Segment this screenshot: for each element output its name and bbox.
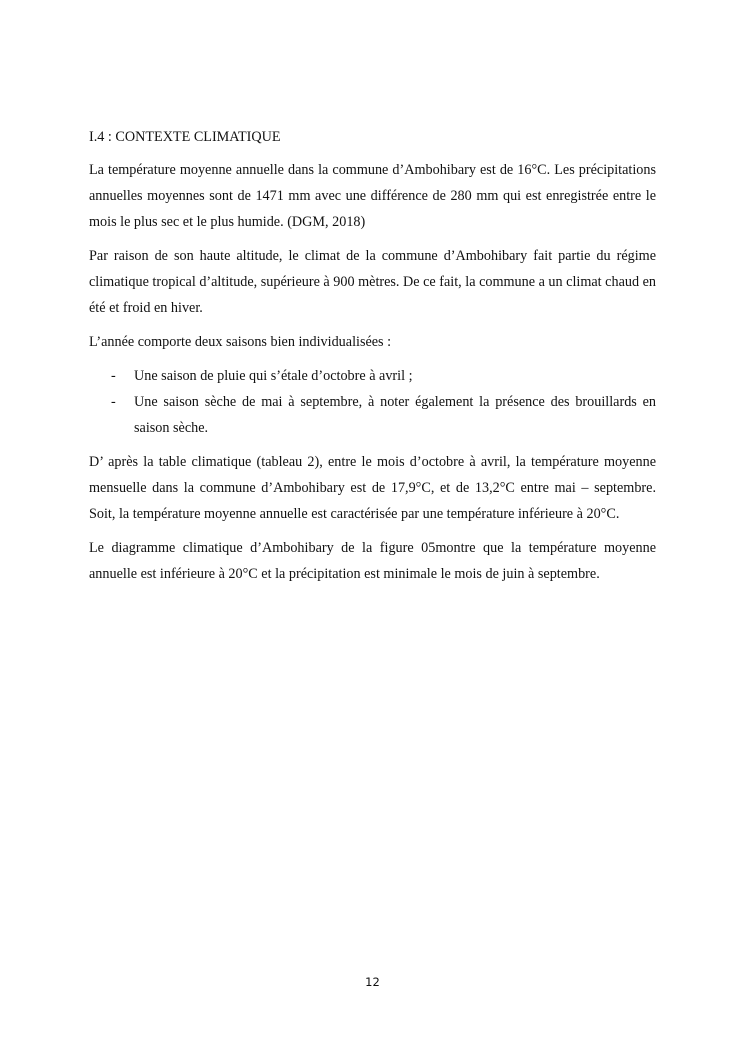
bullet-dash: - [111, 394, 116, 410]
list-item [89, 363, 656, 389]
list-item [89, 389, 656, 441]
list-item-text: Une saison sèche de mai à septembre, à noter également la présence des brouillards en saison sèche. [134, 394, 656, 436]
paragraph-climate-table: D’ après la table climatique (tableau 2), entre le mois d’octobre à avril, la température moyenne mensuelle dans la commune d’Ambohibary est de 17,9°C, et de 13,2°C entre mai – septembre. Soit, la température moyenne annuelle est caractérisée par une température inférieure à 20°C. [89, 454, 656, 522]
paragraph-seasons-intro: L’année comporte deux saisons bien individualisées : [89, 334, 392, 350]
page-number: 12 [365, 975, 380, 989]
page-content [89, 124, 656, 595]
paragraph-climate-diagram: Le diagramme climatique d’Ambohibary de la figure 05montre que la température moyenne annuelle est inférieure à 20°C et la précipitation est minimale le mois de juin à septembre. [89, 540, 656, 582]
bullet-dash: - [111, 368, 116, 384]
list-item-text: Une saison de pluie qui s’étale d’octobre à avril ; [134, 368, 413, 384]
paragraph-altitude: Par raison de son haute altitude, le climat de la commune d’Ambohibary fait partie du régime climatique tropical d’altitude, supérieure à 900 mètres. De ce fait, la commune a un climat chaud en été et froid en hiver. [89, 248, 656, 316]
seasons-list [89, 363, 656, 441]
paragraph-temperature: La température moyenne annuelle dans la commune d’Ambohibary est de 16°C. Les précipitations annuelles moyennes sont de 1471 mm avec une différence de 280 mm qui est enregistrée entre le mois le plus sec et le plus humide. (DGM, 2018) [89, 162, 656, 230]
section-heading: I.4 : CONTEXTE CLIMATIQUE [89, 129, 281, 145]
